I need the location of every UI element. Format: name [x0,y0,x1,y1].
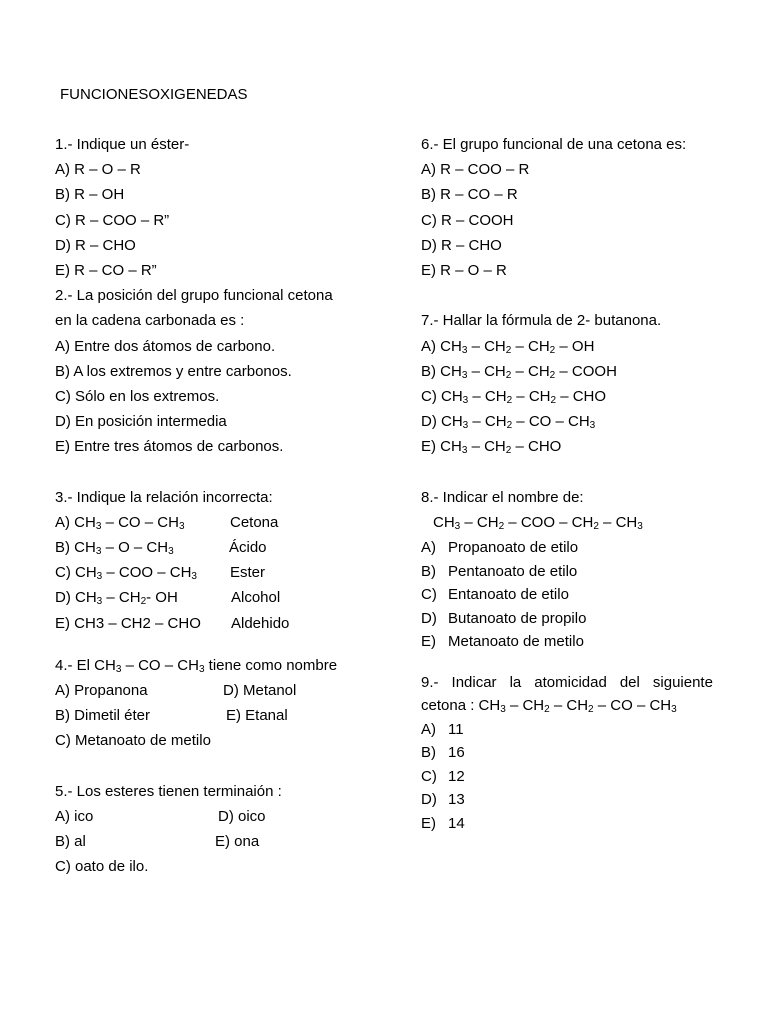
question-4: 4.- El $CH_3$ – CO – $CH_3$ tiene como nombre [55,656,338,675]
q5-option-d: D) oico [218,807,266,825]
q5-option-e: E) ona [215,833,260,851]
q6-option-a: A) R – COO – R [421,161,530,179]
question-2-line-2: en la cadena carbonada es : [55,312,245,330]
q3-option-a: A) $CH_3$ – CO – $CH_3$ Cetona [55,513,279,532]
q2-option-c: C) Sólo en los extremos. [55,387,220,405]
q3-option-d: D) $CH_3 - CH_2-$ OH Alcohol [55,589,281,608]
q4-option-e: E) Etanal [226,707,288,725]
question-1: 1.- Indique un éster- [55,136,190,153]
q7-option-e: E) $CH_3 - CH_2$ – CHO [421,438,562,457]
q3-name-c: Ester [230,564,266,582]
q3-option-c: C) $CH_3$ – COO – $CH_3$ Ester [55,564,266,583]
q1-option-a: A) R – O – R [55,161,141,179]
q3-option-b: B) $CH_3$ – O – $CH_3$ Ácido [55,539,267,557]
q7-option-a: A) $CH_3 - CH_2 - CH_2$ – OH [421,337,595,356]
q4-options-row-1 [55,682,385,707]
q9-option-a: A) 11 [421,720,464,738]
q5-option-c: C) oato de ilo. [55,858,149,876]
q9-option-d: D) 13 [421,791,465,808]
q8-option-d: D) Butanoato de propilo [421,609,587,627]
right-column [421,136,713,838]
q1-option-b: B) R – OH [55,186,125,204]
q5-options-row-2 [55,833,385,858]
q9-option-b: B) 16 [421,744,465,761]
q6-option-c: C) R – COOH [421,211,514,229]
q2-option-d: D) En posición intermedia [55,413,227,431]
q8-option-a: A) Propanoato de etilo [421,539,579,556]
q4-option-a: A) Propanona [55,681,148,699]
q3-name-e: Aldehido [231,614,290,632]
q7-option-b: B) $CH_3 - CH_2 - CH_2$ – COOH [421,362,617,381]
document-title: FUNCIONESOXIGENEDAS [60,86,248,103]
q4-option-b: B) Dimetil éter [55,707,151,725]
q3-name-d: Alcohol [231,589,281,607]
question-2-line-1: 2.- La posición del grupo funcional cetona [55,287,333,305]
q6-option-d: D) R – CHO [421,236,502,254]
q6-option-b: B) R – CO – R [421,186,518,204]
q3-name-b: Ácido [229,539,267,556]
q7-option-c: C) $CH_3 - CH_2 - CH_2$ – CHO [421,387,607,406]
q6-option-e: E) R – O – R [421,261,507,279]
question-9-line-2: cetona : $CH_3 - CH_2 - CH_2$ – CO – $CH_3$ [421,697,677,715]
q5-option-b: B) al [55,833,86,851]
q2-option-e: E) Entre tres átomos de carbonos. [55,438,284,456]
q4-option-c: C) Metanoato de metilo [55,732,211,750]
q8-option-c: C) Entanoato de etilo [421,586,569,603]
q4-options-row-2 [55,707,385,732]
q2-option-a: A) Entre dos átomos de carbono. [55,337,276,355]
q9-option-e: E) 14 [421,814,465,832]
q5-options-row-1 [55,808,385,833]
q8-formula: $CH_3 - CH_2$ – COO – $CH_2 - CH_3$ [433,513,643,532]
q1-option-e: E) R – CO – R” [55,261,157,279]
q4-option-d: D) Metanol [223,681,297,699]
question-8: 8.- Indicar el nombre de: [421,488,584,506]
q8-option-b: B) Pentanoato de etilo [421,562,578,580]
left-column [55,136,385,883]
question-6: 6.- El grupo funcional de una cetona es: [421,136,687,153]
question-9-line-1: 9.- Indicar la atomicidad del siguiente [421,673,713,691]
question-3: 3.- Indique la relación incorrecta: [55,488,273,506]
question-7: 7.- Hallar la fórmula de 2- butanona. [421,312,662,330]
q9-option-c: C) 12 [421,767,465,785]
q3-option-e [55,615,385,640]
q8-option-e: E) Metanoato de metilo [421,633,584,650]
q3-name-a: Cetona [230,513,279,531]
q2-option-b: B) A los extremos y entre carbonos. [55,362,292,380]
q7-option-d: D) $CH_3 - CH_2$ – CO – $CH_3$ [421,413,596,432]
q1-option-c: C) R – COO – R” [55,211,170,229]
q3-formula-e: E) CH3 – CH2 – CHO [55,614,201,632]
q5-option-a: A) ico [55,807,94,825]
q1-option-d: D) R – CHO [55,236,136,254]
question-5: 5.- Los esteres tienen terminaión : [55,782,282,800]
